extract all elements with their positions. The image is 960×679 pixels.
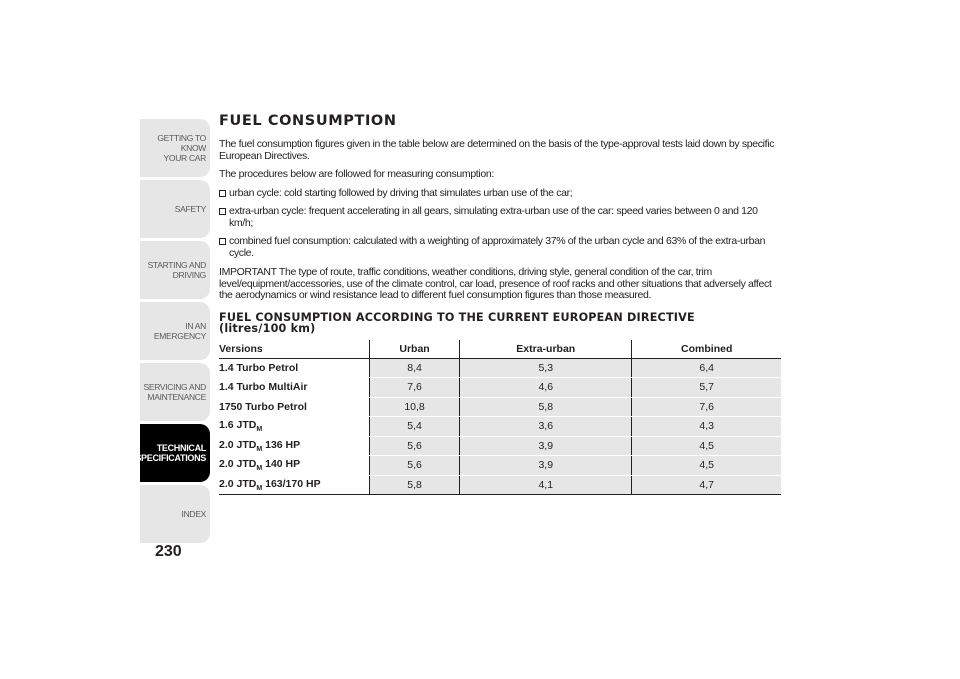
version-cell: [219, 358, 370, 378]
table-row: [219, 397, 781, 417]
bullet-text: extra-urban cycle: frequent accelerating in all gears, simulating extra-urban use of the car: speed varies between 0 and 120 km/h;: [229, 205, 758, 229]
bullet-text: urban cycle: cold starting followed by driving that simulates urban use of the car;: [229, 186, 573, 199]
table-row: [219, 417, 781, 437]
combined-cell: 4,5: [632, 456, 781, 476]
version-cell: [219, 378, 370, 398]
tab-label: SERVICING AND MAINTENANCE: [143, 382, 206, 402]
version-name: 1.4 Turbo MultiAir: [219, 381, 308, 394]
table-row: [219, 456, 781, 476]
important-note: IMPORTANT The type of route, traffic conditions, weather conditions, driving style, general condition of the car, trim level/equipment/accessories, use of the climate control, car load, presence of roof racks and other situations that adversely affect the aerodynamics or wind resistance lead to different fuel consumption figures than those measured.: [219, 266, 772, 301]
extra-urban-cell: 3,9: [460, 456, 632, 476]
version-name: 2.0 JTD: [219, 477, 257, 490]
extra-urban-cell: 4,1: [460, 475, 632, 495]
combined-cell: 4,3: [632, 417, 781, 437]
urban-cell: 7,6: [370, 378, 460, 398]
intro-paragraph: The fuel consumption figures given in the table below are determined on the basis of the type-approval tests laid down by specific European Directives.: [219, 138, 775, 162]
extra-urban-cell: 3,6: [460, 417, 632, 437]
tab-label: SAFETY: [174, 204, 206, 214]
version-subscript: M: [256, 445, 263, 453]
version-cell: [219, 475, 370, 495]
tab-starting-and-driving[interactable]: [140, 241, 210, 299]
tab-label: IN AN EMERGENCY: [153, 321, 206, 341]
checkbox-bullet-icon: [219, 238, 226, 245]
combined-cell: 7,6: [632, 397, 781, 417]
table-title-line2: (litres/100 km): [219, 322, 316, 335]
version-name: 1750 Turbo Petrol: [219, 400, 307, 413]
combined-cell: 4,7: [632, 475, 781, 495]
version-subscript: M: [256, 426, 263, 434]
tab-technical-specifications[interactable]: [135, 424, 210, 482]
combined-cell: 4,5: [632, 436, 781, 456]
section-title: FUEL CONSUMPTION: [219, 113, 397, 129]
urban-cell: 10,8: [370, 397, 460, 417]
version-subscript: M: [256, 484, 263, 492]
bullet-item: [219, 206, 781, 229]
table-row: [219, 436, 781, 456]
combined-cell: 6,4: [632, 358, 781, 378]
urban-cell: 8,4: [370, 358, 460, 378]
table-body: [219, 358, 781, 495]
version-name: 2.0 JTD: [219, 438, 257, 451]
tab-servicing-and-maintenance[interactable]: [140, 363, 210, 421]
checkbox-bullet-icon: [219, 208, 226, 215]
tab-label: GETTING TO KNOW YOUR CAR: [157, 133, 206, 163]
version-cell: [219, 417, 370, 437]
combined-cell: 5,7: [632, 378, 781, 398]
tab-getting-to-know-your-car[interactable]: [140, 119, 210, 177]
table-title: [219, 312, 781, 335]
header-extra-urban: Extra-urban: [460, 340, 632, 359]
version-cell: [219, 456, 370, 476]
version-suffix: 136 HP: [262, 438, 301, 451]
table-title-line1: FUEL CONSUMPTION ACCORDING TO THE CURRENT EUROPEAN DIRECTIVE: [219, 310, 695, 324]
main-content: [219, 112, 781, 495]
bullet-item: [219, 188, 781, 200]
version-name: 1.4 Turbo Petrol: [219, 361, 299, 374]
version-name: 2.0 JTD: [219, 458, 257, 471]
urban-cell: 5,4: [370, 417, 460, 437]
version-suffix: 163/170 HP: [262, 477, 321, 490]
header-versions: Versions: [219, 340, 370, 359]
bullet-item: [219, 236, 781, 259]
tab-label: TECHNICAL SPECIFICATIONS: [135, 443, 206, 463]
table-row: [219, 358, 781, 378]
version-cell: [219, 397, 370, 417]
page-number: 230: [155, 543, 182, 560]
bullet-text: combined fuel consumption: calculated with a weighting of approximately 37% of the urban cycle and 63% of the extra-urban cycle.: [229, 235, 766, 259]
extra-urban-cell: 5,8: [460, 397, 632, 417]
tab-label: INDEX: [181, 509, 206, 519]
tab-label: STARTING AND DRIVING: [147, 260, 206, 280]
extra-urban-cell: 3,9: [460, 436, 632, 456]
urban-cell: 5,6: [370, 456, 460, 476]
procedures-intro: The procedures below are followed for measuring consumption:: [219, 168, 494, 180]
version-name: 1.6 JTD: [219, 419, 257, 432]
extra-urban-cell: 5,3: [460, 358, 632, 378]
version-cell: [219, 436, 370, 456]
urban-cell: 5,8: [370, 475, 460, 495]
version-suffix: 140 HP: [262, 458, 301, 471]
version-subscript: M: [256, 465, 263, 473]
extra-urban-cell: 4,6: [460, 378, 632, 398]
urban-cell: 5,6: [370, 436, 460, 456]
header-urban: Urban: [370, 340, 460, 359]
table-row: [219, 378, 781, 398]
table-row: [219, 475, 781, 495]
table-header-row: [219, 340, 781, 359]
fuel-consumption-table: [219, 340, 781, 496]
tab-in-an-emergency[interactable]: [140, 302, 210, 360]
tab-safety[interactable]: [140, 180, 210, 238]
tab-index[interactable]: [140, 485, 210, 543]
checkbox-bullet-icon: [219, 190, 226, 197]
header-combined: Combined: [632, 340, 781, 359]
